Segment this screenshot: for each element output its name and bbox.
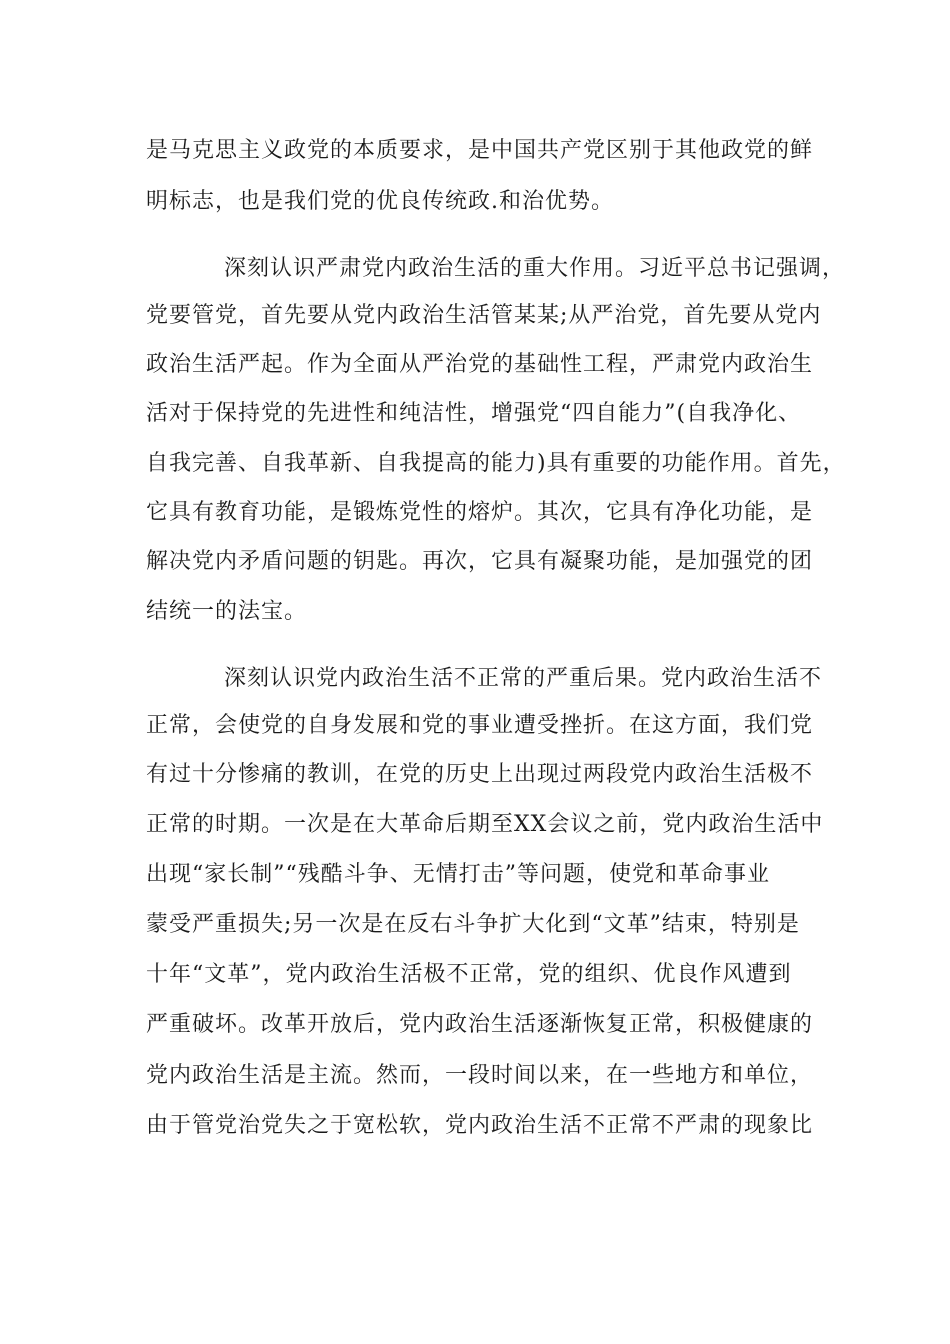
text-line: 蒙受严重损失;另一次是在反右斗争扩大化到“文革”结束，特别是	[146, 912, 800, 937]
text-line: 结统一的法宝。	[146, 599, 308, 624]
paragraph-first-line: 深刻认识党内政治生活不正常的严重后果。党内政治生活不	[224, 666, 823, 691]
text-line: 政治生活严起。作为全面从严治党的基础性工程，严肃党内政治生	[146, 352, 814, 377]
text-line: 十年“文革”，党内政治生活极不正常，党的组织、优良作风遭到	[146, 962, 792, 987]
text-line: 党要管党，首先要从党内政治生活管某某;从严治党，首先要从党内	[146, 303, 822, 328]
text-line: 活对于保持党的先进性和纯洁性，增强党“四自能力”(自我净化、	[146, 401, 802, 426]
text-line: 出现“家长制”“残酷斗争、无情打击”等问题，使党和革命事业	[146, 862, 770, 887]
text-line: 它具有教育功能，是锻炼党性的熔炉。其次，它具有净化功能，是	[146, 500, 814, 525]
text-line: 明标志，也是我们党的优良传统政.和治优势。	[146, 189, 614, 214]
text-line: 由于管党治党失之于宽松软，党内政治生活不正常不严肃的现象比	[146, 1113, 814, 1138]
text-line: 是马克思主义政党的本质要求，是中国共产党区别于其他政党的鲜	[146, 138, 814, 163]
text-line: 正常的时期。一次是在大革命后期至XX会议之前，党内政治生活中	[146, 812, 824, 837]
text-line: 解决党内矛盾问题的钥匙。再次，它具有凝聚功能，是加强党的团	[146, 549, 814, 574]
paragraph-first-line: 深刻认识严肃党内政治生活的重大作用。习近平总书记强调，	[224, 256, 846, 281]
text-line: 自我完善、自我革新、自我提高的能力)具有重要的功能作用。首先，	[146, 451, 846, 476]
text-line: 党内政治生活是主流。然而，一段时间以来，在一些地方和单位，	[146, 1063, 814, 1088]
text-line: 有过十分惨痛的教训，在党的历史上出现过两段党内政治生活极不	[146, 762, 814, 787]
text-line: 严重破坏。改革开放后，党内政治生活逐渐恢复正常，积极健康的	[146, 1012, 814, 1037]
text-line: 正常，会使党的自身发展和党的事业遭受挫折。在这方面，我们党	[146, 713, 814, 738]
